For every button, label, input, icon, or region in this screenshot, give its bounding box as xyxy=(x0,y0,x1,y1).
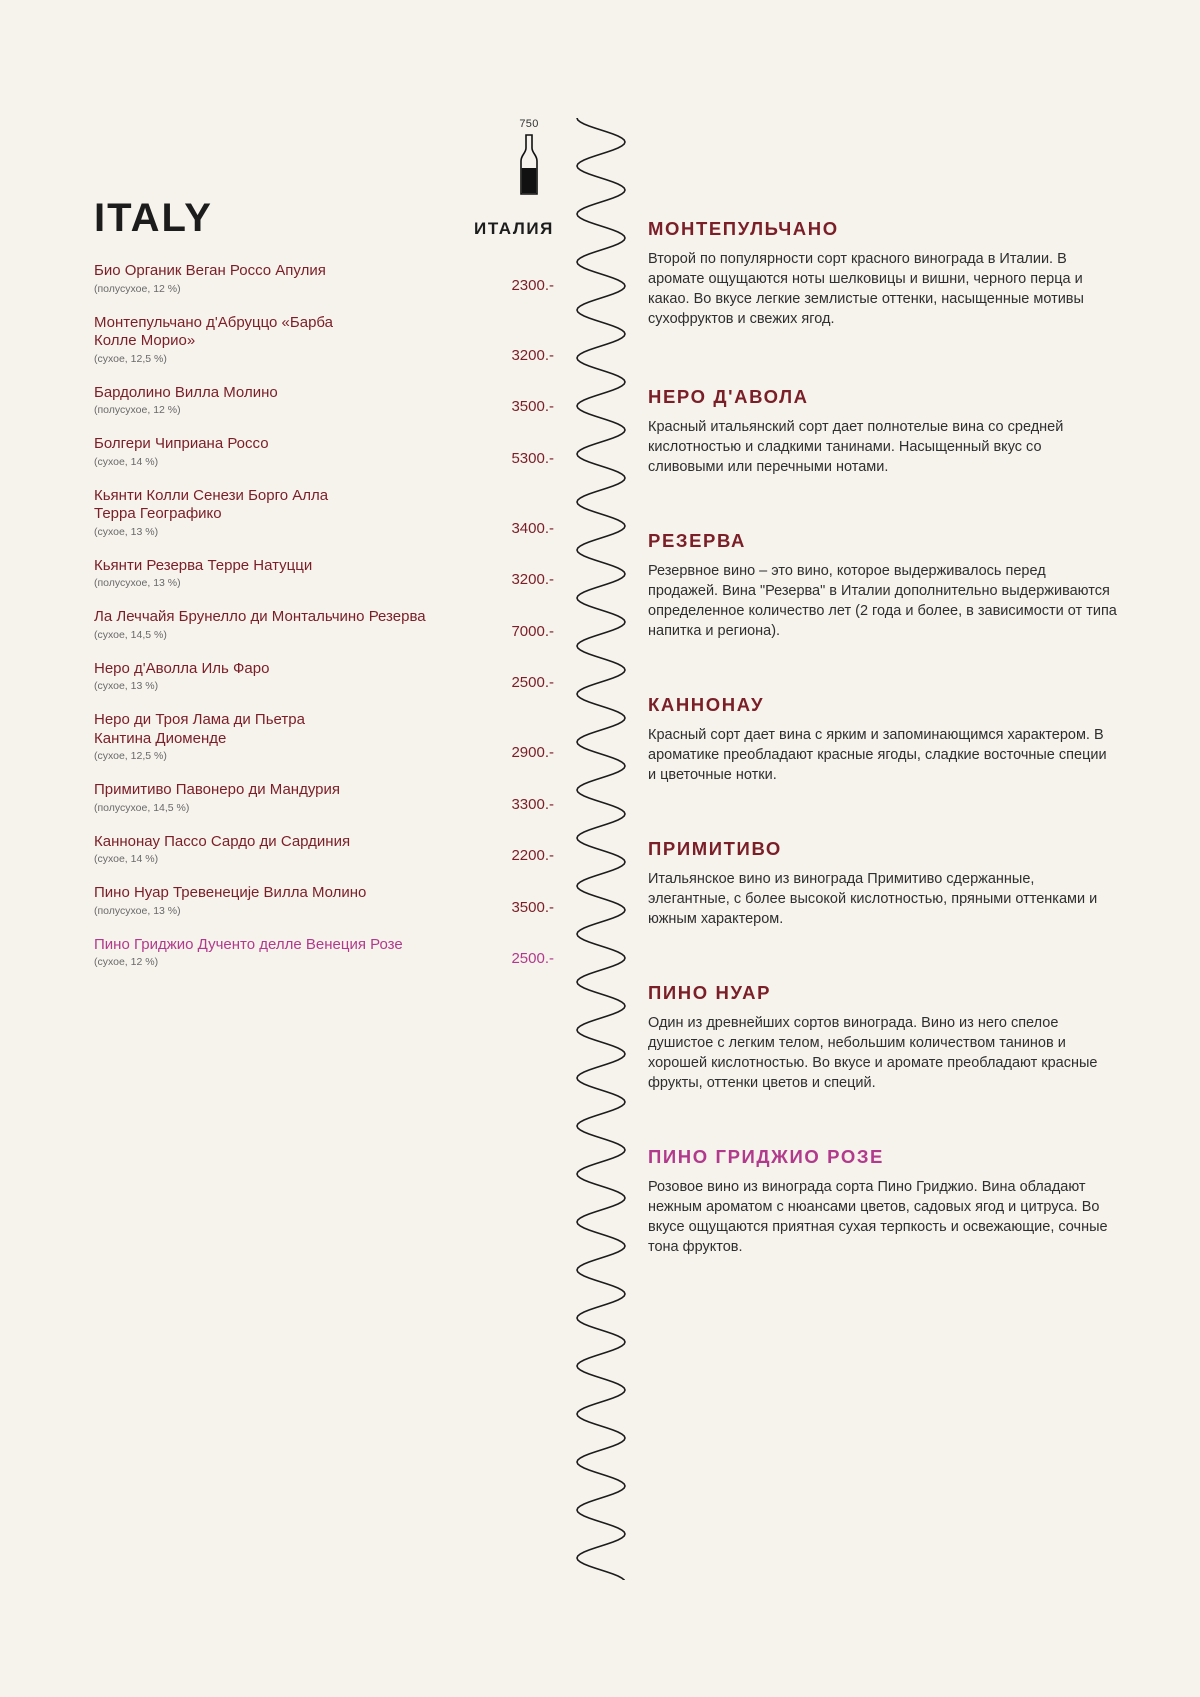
grape-text: Один из древнейших сортов винограда. Вино из него спелое душистое с легким телом, небольшим количеством танинов и хорошей кислотностью. Во вкусе и аромате преобладают красные фрукты, оттенки цветов и специй. xyxy=(648,1015,1098,1091)
title-row xyxy=(94,196,554,248)
wine-price: 5300.- xyxy=(511,449,554,467)
grape-block xyxy=(648,530,1118,641)
wine-item xyxy=(94,435,554,468)
grape-title: РЕЗЕРВА xyxy=(648,530,746,551)
wine-note: (сухое, 12,5 %) xyxy=(94,352,167,365)
wine-item-rose xyxy=(94,936,554,969)
grape-title: ПРИМИТИВО xyxy=(648,838,782,859)
grape-text: Красный итальянский сорт дает полнотелые вина со средней кислотностью и сладкими танинами. Насыщенный вкус со сливовыми или перечными нотами. xyxy=(648,419,1064,475)
grape-title: НЕРО Д'АВОЛА xyxy=(648,386,809,407)
wine-price: 3200.- xyxy=(511,571,554,588)
wine-name: Неро ди Троя Лама ди Пьетра Кантина Диоменде xyxy=(94,711,305,747)
wine-note: (сухое, 12 %) xyxy=(94,956,159,968)
wine-price: 3200.- xyxy=(511,346,554,364)
wine-price: 3500.- xyxy=(511,398,554,415)
wine-name: Монтепульчано д'Абруццо «Барба Колле Морио» xyxy=(94,313,334,349)
wine-note: (полусухое, 12 %) xyxy=(94,282,181,295)
wine-note: (сухое, 14 %) xyxy=(94,455,159,468)
grape-block xyxy=(648,218,1118,329)
wine-note: (сухое, 14,5 %) xyxy=(94,628,167,641)
grape-text: Розовое вино из винограда сорта Пино Гриджио. Вина обладают нежным ароматом с нюансами цветов, садовых ягод и цитруса. Во вкусе ощущаются приятная сухая терпкость и освежающие, сочные тона фруктов. xyxy=(648,1179,1108,1255)
wine-note: (сухое, 14 %) xyxy=(94,853,159,865)
grape-title: КАННОНАУ xyxy=(648,694,765,715)
grape-block xyxy=(648,838,1118,929)
wine-item xyxy=(94,314,554,365)
wine-name: Био Органик Веган Россо Апулия xyxy=(94,262,326,279)
wine-item xyxy=(94,781,554,814)
wine-name: Примитиво Павонеро ди Мандурия xyxy=(94,781,341,798)
wine-name: Ла Леччайя Брунелло ди Монтальчино Резерва xyxy=(94,608,426,625)
volume-label: 750 xyxy=(519,118,539,130)
grape-title: МОНТЕПУЛЬЧАНО xyxy=(648,218,839,239)
grape-title: ПИНО НУАР xyxy=(648,982,772,1003)
wave-divider xyxy=(574,118,628,1580)
grape-block xyxy=(648,386,1118,477)
grape-block-rose xyxy=(648,1146,1118,1257)
wine-price: 2500.- xyxy=(511,674,554,691)
wine-note: (полусухое, 13 %) xyxy=(94,577,181,589)
wine-name: Бардолино Вилла Молино xyxy=(94,383,278,401)
grape-text: Итальянское вино из винограда Примитиво сдержанные, элегантные, с более высокой кислотностью, пряными оттенками и южным характером. xyxy=(648,871,1098,927)
wine-price: 2900.- xyxy=(511,744,554,761)
wine-name: Пино Нуар Тревенеције Вилла Молино xyxy=(94,884,367,901)
grape-block xyxy=(648,982,1118,1093)
wine-item xyxy=(94,660,554,693)
wine-note: (сухое, 12,5 %) xyxy=(94,750,167,762)
wine-note: (полусухое, 12 %) xyxy=(94,404,181,416)
grape-text: Красный сорт дает вина с ярким и запоминающимся характером. В ароматике преобладают красные ягоды, сладкие восточные специи и цветочные нотки. xyxy=(648,727,1107,783)
wine-note: (полусухое, 14,5 %) xyxy=(94,801,190,814)
wine-item xyxy=(94,608,554,641)
wine-price: 3500.- xyxy=(511,898,554,916)
wine-item xyxy=(94,384,554,417)
wine-name: Пино Гриджио Дученто делле Венеция Розе xyxy=(94,935,403,953)
wine-item xyxy=(94,833,554,866)
wine-name: Болгери Чиприана Россо xyxy=(94,435,269,452)
wine-price: 2500.- xyxy=(511,950,554,967)
wine-price: 3300.- xyxy=(511,795,554,813)
wine-item xyxy=(94,557,554,590)
wine-price: 3400.- xyxy=(511,519,554,537)
wine-note: (сухое, 13 %) xyxy=(94,525,159,538)
wine-item xyxy=(94,487,554,538)
wine-price: 2300.- xyxy=(511,276,554,294)
wine-name: Кьянти Резерва Терре Натуцци xyxy=(94,556,313,574)
grape-title: ПИНО ГРИДЖИО РОЗЕ xyxy=(648,1146,884,1167)
wine-name: Каннонау Пассо Сардо ди Сардиния xyxy=(94,832,351,850)
wine-list xyxy=(94,262,554,987)
page-title: ITALY xyxy=(94,196,213,240)
wine-bottle-icon xyxy=(519,134,539,196)
wine-item xyxy=(94,711,554,762)
wine-note: (сухое, 13 %) xyxy=(94,680,159,692)
wine-item xyxy=(94,884,554,917)
wine-item xyxy=(94,262,554,295)
wine-note: (полусухое, 13 %) xyxy=(94,904,181,917)
grape-text: Резервное вино – это вино, которое выдерживалось перед продажей. Вина "Резерва" в Италии дополнительно выдерживаются определенное количество лет (2 года и более, в зависимости от типа напитка и региона). xyxy=(648,563,1117,639)
wine-price: 7000.- xyxy=(511,622,554,640)
wine-price: 2200.- xyxy=(511,847,554,864)
grape-block xyxy=(648,694,1118,785)
grape-text: Второй по популярности сорт красного винограда в Италии. В аромате ощущаются ноты шелковицы и вишни, черного перца и какао. Во вкусе легкие землистые оттенки, насыщенные мотивы сухофруктов и свежих ягод. xyxy=(648,251,1084,327)
wine-name: Кьянти Колли Сенези Борго Алла Терра Географико xyxy=(94,486,329,522)
wine-name: Неро д'Аволла Иль Фаро xyxy=(94,659,270,677)
page-subtitle: ИТАЛИЯ xyxy=(474,219,554,238)
bottle-volume-header xyxy=(517,118,541,196)
